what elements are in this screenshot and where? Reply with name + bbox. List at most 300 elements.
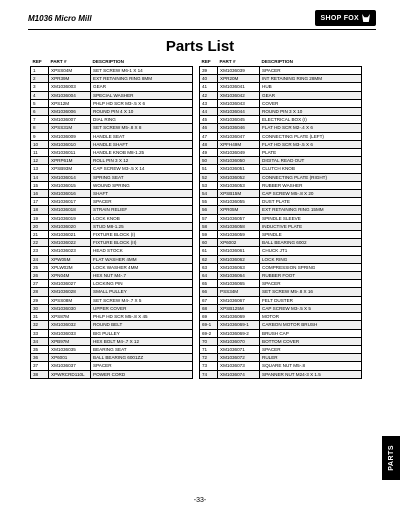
cell-description: CAP SCREW M3-.5 X 14 [91, 165, 193, 173]
cell-part-number: XM1036010 [49, 140, 91, 148]
table-row [31, 198, 193, 206]
cell-description: GEAR [91, 83, 193, 91]
cell-part-number: XM1036009 [49, 132, 91, 140]
table-row [200, 362, 362, 370]
cell-part-number: XM1036063 [218, 263, 260, 271]
parts-table-right [199, 58, 362, 379]
cell-part-number: XP6002 [218, 239, 260, 247]
cell-ref: 28 [31, 288, 49, 296]
cell-ref: 9 [31, 132, 49, 140]
cell-description: SHAFT [91, 190, 193, 198]
page-number: -33- [193, 497, 207, 504]
table-row [200, 67, 362, 75]
cell-description: INT RETAINING RING 28MM [260, 75, 362, 83]
table-row [200, 321, 362, 329]
cell-description: HEX BOLT M4-.7 X 12 [91, 337, 193, 345]
cell-part-number: XM1036019 [49, 214, 91, 222]
cell-ref: 26 [31, 272, 49, 280]
cell-description: PHLP HD SCR M5-.8 X 45 [91, 313, 193, 321]
table-row [31, 288, 193, 296]
logo-text: SHOP FOX [320, 14, 359, 22]
cell-description: BIG PULLEY [91, 329, 193, 337]
table-row [200, 288, 362, 296]
table-row [31, 132, 193, 140]
cell-ref: 67 [200, 296, 218, 304]
cell-ref: 35 [31, 345, 49, 353]
cell-description: HANDLE SHAFT [91, 140, 193, 148]
cell-description: CONNECTING PLATE (RIGHT) [260, 173, 362, 181]
cell-part-number: XM1036016 [49, 190, 91, 198]
cell-description: LOCK RING [260, 255, 362, 263]
cell-part-number: XM1036067 [218, 296, 260, 304]
cell-description: STRAIN RELIEF [91, 206, 193, 214]
cell-description: STUD M8-1.25 [91, 222, 193, 230]
cell-description: ROLL PIN 3 X 12 [91, 157, 193, 165]
cell-description: SQUARE NUT M5-.8 [260, 362, 362, 370]
col-header-desc: DESCRIPTION [261, 59, 293, 65]
cell-ref: 64 [200, 272, 218, 280]
table-row [31, 116, 193, 124]
cell-ref: 55 [200, 198, 218, 206]
cell-ref: 23 [31, 247, 49, 255]
cell-description: FELT DUSTER [260, 296, 362, 304]
cell-description: RUBBER WASHER [260, 181, 362, 189]
cell-description: POWER CORD [91, 370, 193, 378]
cell-ref: 29 [31, 296, 49, 304]
cell-ref: 30 [31, 304, 49, 312]
cell-ref: 51 [200, 165, 218, 173]
table-row [200, 157, 362, 165]
cell-part-number: XM1036064 [218, 272, 260, 280]
cell-part-number: XP6001 [49, 354, 91, 362]
col-header-ref: REF [201, 59, 211, 65]
table-row [31, 206, 193, 214]
cell-part-number: XM1036037 [49, 362, 91, 370]
cell-part-number: XM1036003 [49, 83, 91, 91]
cell-description: CLUTCH KNOB [260, 165, 362, 173]
cell-part-number: XM1036070 [218, 337, 260, 345]
cell-description: LOCKING PIN [91, 280, 193, 288]
table-row [31, 67, 193, 75]
cell-part-number: XM1036043 [218, 99, 260, 107]
table-row [31, 75, 193, 83]
cell-part-number: XM1036071 [218, 345, 260, 353]
cell-part-number: XPN04M [49, 272, 91, 280]
table-row [200, 140, 362, 148]
cell-ref: 56 [200, 206, 218, 214]
cell-ref: 50 [200, 157, 218, 165]
table-row [200, 231, 362, 239]
cell-ref: 57 [200, 214, 218, 222]
table-row [31, 255, 193, 263]
table-row [31, 280, 193, 288]
cell-description: SPECIAL WASHER [91, 91, 193, 99]
cell-description: RUBBER FOOT [260, 272, 362, 280]
cell-part-number: XM1036051 [218, 165, 260, 173]
table-row [31, 99, 193, 107]
cell-part-number: XPR20M [218, 75, 260, 83]
cell-ref: 6 [31, 108, 49, 116]
table-row [200, 124, 362, 132]
cell-ref: 54 [200, 190, 218, 198]
cell-ref: 73 [200, 362, 218, 370]
cell-part-number: XM1036069-1 [218, 321, 260, 329]
cell-part-number: XPWRCRD110L [49, 370, 91, 378]
cell-description: DIAL RING [91, 116, 193, 124]
cell-description: FIXTURE BLOCK (I) [91, 231, 193, 239]
cell-description: HANDLE SEAT [91, 132, 193, 140]
cell-description: DIGITAL READ OUT [260, 157, 362, 165]
cell-ref: 48 [200, 140, 218, 148]
cell-part-number: XM1036011 [49, 149, 91, 157]
cell-description: BALL BEARING 6002 [260, 239, 362, 247]
table-header-row [31, 58, 193, 67]
cell-part-number: XM1036020 [49, 222, 91, 230]
cell-description: ROUND PIN 4 X 10 [91, 108, 193, 116]
table-row [200, 370, 362, 378]
cell-ref: 66 [200, 288, 218, 296]
cell-part-number: XM1036072 [218, 354, 260, 362]
table-row [200, 181, 362, 189]
cell-ref: 25 [31, 263, 49, 271]
cell-ref: 24 [31, 255, 49, 263]
table-row [200, 296, 362, 304]
table-row [31, 231, 193, 239]
table-row [31, 165, 193, 173]
cell-part-number: XM1036041 [218, 83, 260, 91]
cell-part-number: XM1036018 [49, 206, 91, 214]
cell-ref: 18 [31, 206, 49, 214]
cell-ref: 32 [31, 321, 49, 329]
cell-ref: 60 [200, 239, 218, 247]
parts-table-left [30, 58, 193, 379]
cell-ref: 40 [200, 75, 218, 83]
cell-description: EXT RETAINING RING 15MM [260, 206, 362, 214]
cell-ref: 3 [31, 83, 49, 91]
cell-part-number: XM1036052 [218, 173, 260, 181]
table-row [200, 190, 362, 198]
cell-part-number: XPS12M [49, 99, 91, 107]
table-row [200, 272, 362, 280]
table-row [31, 263, 193, 271]
cell-description: BOTTOM COVER [260, 337, 362, 345]
cell-part-number: XM1036045 [218, 116, 260, 124]
cell-part-number: XM1036021 [49, 231, 91, 239]
cell-description: GEAR [260, 91, 362, 99]
cell-part-number: XM1036058 [218, 222, 260, 230]
cell-description: COVER [260, 99, 362, 107]
table-row [200, 99, 362, 107]
table-row [31, 222, 193, 230]
cell-ref: 11 [31, 149, 49, 157]
cell-ref: 65 [200, 280, 218, 288]
cell-description: CARBON MOTOR BRUSH [260, 321, 362, 329]
cell-description: FLAT HD SCR M2-.4 X 6 [260, 124, 362, 132]
cell-ref: 14 [31, 173, 49, 181]
cell-part-number: XM1036004 [49, 91, 91, 99]
cell-description: HEX NUT M4-.7 [91, 272, 193, 280]
cell-part-number: XM1036046 [218, 124, 260, 132]
table-row [31, 173, 193, 181]
header-rule [28, 29, 376, 30]
cell-part-number: XM1036042 [218, 91, 260, 99]
table-row [31, 354, 193, 362]
table-row [31, 190, 193, 198]
cell-part-number: XM1036027 [49, 280, 91, 288]
cell-part-number: XM1036061 [218, 247, 260, 255]
cell-ref: 33 [31, 329, 49, 337]
cell-description: SPACER [91, 198, 193, 206]
cell-ref: 72 [200, 354, 218, 362]
cell-ref: 70 [200, 337, 218, 345]
cell-ref: 12 [31, 157, 49, 165]
cell-part-number: XM1036062 [218, 255, 260, 263]
cell-ref: 22 [31, 239, 49, 247]
cell-description: SET SCREW M6-1 X 14 [91, 67, 193, 75]
cell-ref: 61 [200, 247, 218, 255]
cell-part-number: XPSB125M [218, 304, 260, 312]
cell-description: WOUND SPRING [91, 181, 193, 189]
cell-part-number: XPR05M [218, 206, 260, 214]
cell-description: ROUND BELT [91, 321, 193, 329]
cell-ref: 8 [31, 124, 49, 132]
shop-fox-logo [315, 10, 376, 26]
cell-part-number: XM1036055 [218, 198, 260, 206]
fox-head-icon [362, 14, 370, 22]
table-row [31, 149, 193, 157]
cell-part-number: XPSB93M [49, 165, 91, 173]
cell-part-number: XM1036007 [49, 116, 91, 124]
cell-description: SET SCREW M4-.7 X 5 [91, 296, 193, 304]
cell-ref: 42 [200, 91, 218, 99]
table-row [200, 222, 362, 230]
cell-description: SET SCREW M5-.8 X 8 [91, 124, 193, 132]
cell-part-number: XM1036028 [49, 288, 91, 296]
cell-ref: 46 [200, 124, 218, 132]
cell-part-number: PSS34M [218, 288, 260, 296]
table-row [31, 313, 193, 321]
table-row [200, 116, 362, 124]
cell-description: PHLP HD SCR M3-.5 X 6 [91, 99, 193, 107]
cell-description: FLAT WASHER 4MM [91, 255, 193, 263]
cell-ref: 53 [200, 181, 218, 189]
table-row [200, 304, 362, 312]
cell-ref: 16 [31, 190, 49, 198]
cell-part-number: XPLW02M [49, 263, 91, 271]
cell-description: LOCK WASHER 4MM [91, 263, 193, 271]
cell-description: BEARING SEAT [91, 345, 193, 353]
cell-part-number: XM1036065 [218, 280, 260, 288]
table-row [200, 91, 362, 99]
table-row [31, 304, 193, 312]
table-row [31, 370, 193, 378]
table-row [200, 149, 362, 157]
parts-section-tab [382, 436, 400, 480]
table-row [200, 337, 362, 345]
cell-ref: 36 [31, 354, 49, 362]
cell-part-number: XM1036069-2 [218, 329, 260, 337]
cell-description: SMALL PULLEY [91, 288, 193, 296]
cell-description: SPACER [260, 67, 362, 75]
cell-part-number: XPSS08M [49, 296, 91, 304]
cell-part-number: XM1036035 [49, 345, 91, 353]
cell-part-number: XM1036030 [49, 304, 91, 312]
cell-ref: 31 [31, 313, 49, 321]
col-header-part: PART # [50, 59, 67, 65]
table-row [31, 362, 193, 370]
table-row [31, 91, 193, 99]
side-tab-label: PARTS [387, 445, 395, 471]
cell-part-number: XPSB15M [218, 190, 260, 198]
cell-ref: 63 [200, 263, 218, 271]
cell-ref: 68 [200, 304, 218, 312]
cell-description: SPACER [91, 362, 193, 370]
cell-ref: 69-1 [200, 321, 218, 329]
cell-description: COMPRESSION SPRING [260, 263, 362, 271]
cell-description: SPANNER NUT M24-3 X 1.5 [260, 370, 362, 378]
cell-description: LOCK KNOB [91, 214, 193, 222]
cell-description: PLATE [260, 149, 362, 157]
cell-description: FIXTURE BLOCK (II) [91, 239, 193, 247]
cell-part-number: XPFH49M [218, 140, 260, 148]
cell-part-number: XM1036057 [218, 214, 260, 222]
cell-part-number: XM1036059 [218, 231, 260, 239]
cell-description: SPINDLE [260, 231, 362, 239]
table-row [31, 329, 193, 337]
cell-part-number: XM1036053 [218, 181, 260, 189]
cell-description: BRUSH CAP [260, 329, 362, 337]
cell-ref: 45 [200, 116, 218, 124]
col-header-part: PART # [219, 59, 236, 65]
cell-part-number: XM1036014 [49, 173, 91, 181]
table-row [200, 263, 362, 271]
col-header-ref: REF [32, 59, 42, 65]
cell-ref: 34 [31, 337, 49, 345]
cell-description: MOTOR [260, 313, 362, 321]
cell-part-number: XM1036049 [218, 149, 260, 157]
table-row [31, 247, 193, 255]
cell-ref: 20 [31, 222, 49, 230]
table-row [31, 337, 193, 345]
cell-description: SPRING SEAT [91, 173, 193, 181]
cell-description: CONNECTING PLATE (LEFT) [260, 132, 362, 140]
table-row [31, 239, 193, 247]
cell-part-number: XPW05M [49, 255, 91, 263]
cell-part-number: XM1036032 [49, 321, 91, 329]
cell-ref: 27 [31, 280, 49, 288]
cell-ref: 21 [31, 231, 49, 239]
cell-description: UPPER COVER [91, 304, 193, 312]
cell-part-number: XM1036074 [218, 370, 260, 378]
cell-ref: 10 [31, 140, 49, 148]
cell-ref: 1 [31, 67, 49, 75]
cell-part-number: XM1036022 [49, 239, 91, 247]
cell-ref: 44 [200, 108, 218, 116]
cell-part-number: XM1036073 [218, 362, 260, 370]
page-header [28, 10, 376, 28]
cell-ref: 37 [31, 362, 49, 370]
cell-part-number: XM1036044 [218, 108, 260, 116]
cell-part-number: XM1036023 [49, 247, 91, 255]
cell-ref: 71 [200, 345, 218, 353]
table-row [200, 83, 362, 91]
cell-part-number: XM1036039 [218, 67, 260, 75]
cell-ref: 41 [200, 83, 218, 91]
table-row [200, 75, 362, 83]
cell-part-number: XM1036033 [49, 329, 91, 337]
cell-description: RULER [260, 354, 362, 362]
cell-part-number: XM1036006 [49, 108, 91, 116]
cell-part-number: XM1036069 [218, 313, 260, 321]
table-row [200, 206, 362, 214]
cell-description: CAP SCREW M3-.5 X 5 [260, 304, 362, 312]
cell-ref: 74 [200, 370, 218, 378]
cell-ref: 43 [200, 99, 218, 107]
table-row [200, 345, 362, 353]
table-row [200, 173, 362, 181]
parts-tables [30, 58, 362, 379]
cell-ref: 52 [200, 173, 218, 181]
table-row [200, 214, 362, 222]
cell-ref: 47 [200, 132, 218, 140]
table-row [200, 280, 362, 288]
cell-description: HANDLE KNOB M8-1.25 [91, 149, 193, 157]
cell-description: DUST PLATE [260, 198, 362, 206]
table-row [31, 181, 193, 189]
cell-part-number: XPS87M [49, 313, 91, 321]
cell-ref: 58 [200, 222, 218, 230]
cell-part-number: XPB97M [49, 337, 91, 345]
cell-part-number: XM1036047 [218, 132, 260, 140]
cell-ref: 69-2 [200, 329, 218, 337]
table-row [31, 83, 193, 91]
cell-ref: 38 [31, 370, 49, 378]
cell-ref: 15 [31, 181, 49, 189]
cell-ref: 19 [31, 214, 49, 222]
cell-description: HEAD STOCK [91, 247, 193, 255]
cell-description: SET SCREW M5-.8 X 16 [260, 288, 362, 296]
table-row [200, 198, 362, 206]
cell-part-number: XM1036017 [49, 198, 91, 206]
cell-ref: 62 [200, 255, 218, 263]
cell-part-number: XM1036050 [218, 157, 260, 165]
cell-ref: 4 [31, 91, 49, 99]
cell-ref: 2 [31, 75, 49, 83]
table-row [200, 354, 362, 362]
table-row [200, 247, 362, 255]
table-row [200, 255, 362, 263]
cell-description: SPACER [260, 280, 362, 288]
table-row [31, 345, 193, 353]
table-row [31, 296, 193, 304]
table-row [200, 329, 362, 337]
table-row [31, 321, 193, 329]
cell-ref: 59 [200, 231, 218, 239]
cell-part-number: XPRP61M [49, 157, 91, 165]
table-row [31, 140, 193, 148]
cell-part-number: XPSS31M [49, 124, 91, 132]
table-row [31, 124, 193, 132]
col-header-desc: DESCRIPTION [92, 59, 124, 65]
cell-description: EXT RETAINING RING 8MM [91, 75, 193, 83]
cell-ref: 69 [200, 313, 218, 321]
cell-ref: 13 [31, 165, 49, 173]
cell-ref: 49 [200, 149, 218, 157]
cell-description: FLAT HD SCR M3-.5 X 6 [260, 140, 362, 148]
table-row [200, 108, 362, 116]
cell-part-number: XPR39M [49, 75, 91, 83]
page-title: Parts List [165, 38, 235, 55]
